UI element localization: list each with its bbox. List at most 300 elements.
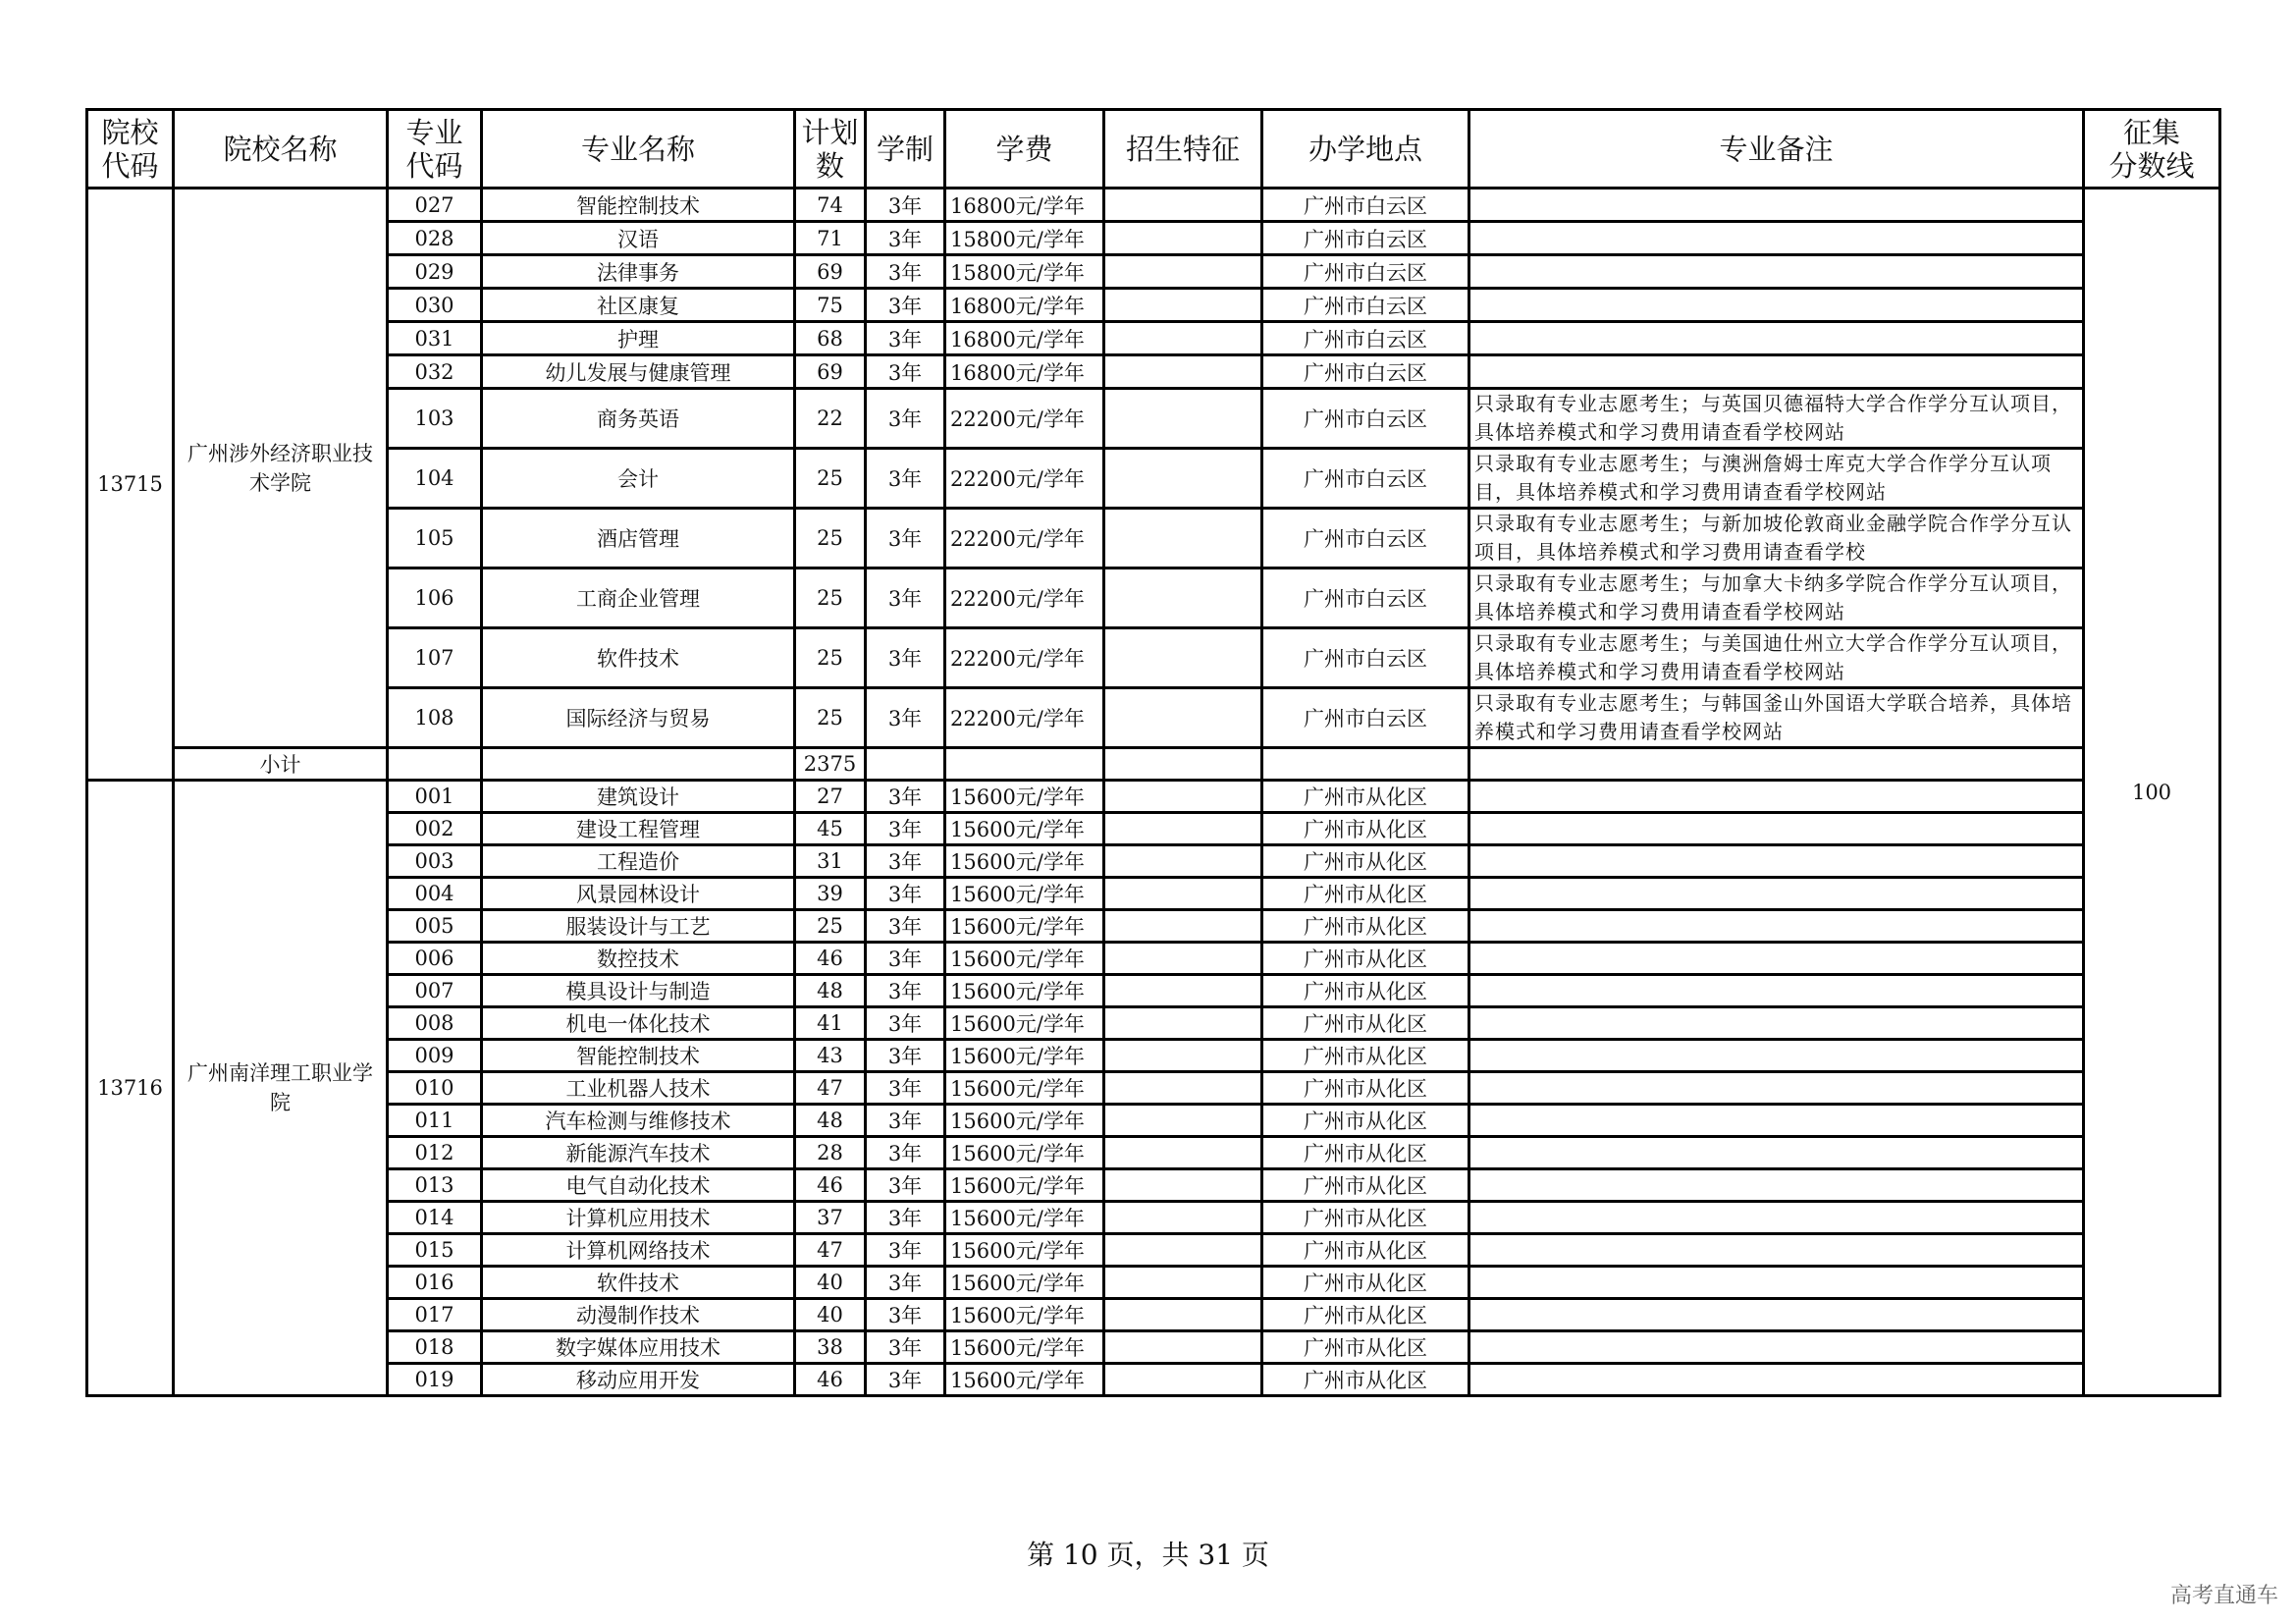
major-note-cell	[1469, 1202, 2084, 1234]
admission-feature-cell	[1104, 1234, 1262, 1267]
admission-feature-cell	[1104, 1137, 1262, 1169]
admission-feature-cell	[1104, 1202, 1262, 1234]
location-cell: 广州市白云区	[1262, 449, 1469, 509]
admission-feature-cell	[1104, 943, 1262, 975]
tuition-cell: 15600元/学年	[945, 1169, 1104, 1202]
location-cell: 广州市白云区	[1262, 355, 1469, 389]
duration-cell: 3年	[866, 910, 945, 943]
duration-cell: 3年	[866, 322, 945, 355]
table-row	[87, 1202, 2220, 1234]
major-note-cell	[1469, 1072, 2084, 1105]
table-row	[87, 449, 2220, 509]
tuition-cell: 15600元/学年	[945, 1072, 1104, 1105]
major-name-cell: 酒店管理	[482, 509, 795, 568]
major-name-cell: 建设工程管理	[482, 813, 795, 845]
table-row	[87, 1040, 2220, 1072]
table-row	[87, 688, 2220, 748]
plan-count-cell: 68	[795, 322, 866, 355]
header-admission-feature: 招生特征	[1104, 110, 1262, 189]
location-cell: 广州市白云区	[1262, 222, 1469, 255]
score-line-cell: 100	[2084, 189, 2220, 1396]
plan-count-cell: 25	[795, 449, 866, 509]
major-code-cell: 030	[388, 289, 482, 322]
major-name-cell: 数字媒体应用技术	[482, 1331, 795, 1364]
table-row	[87, 975, 2220, 1007]
admissions-table	[85, 108, 2221, 1397]
location-cell: 广州市从化区	[1262, 910, 1469, 943]
major-code-cell: 027	[388, 189, 482, 222]
admission-feature-cell	[1104, 1105, 1262, 1137]
location-cell: 广州市白云区	[1262, 389, 1469, 449]
major-note-cell	[1469, 781, 2084, 813]
admission-feature-cell	[1104, 975, 1262, 1007]
duration-cell: 3年	[866, 1072, 945, 1105]
tuition-cell: 22200元/学年	[945, 628, 1104, 688]
admission-feature-cell	[1104, 845, 1262, 878]
header-major-code: 专业 代码	[388, 110, 482, 189]
major-code-cell: 001	[388, 781, 482, 813]
major-code-cell: 106	[388, 568, 482, 628]
location-cell: 广州市白云区	[1262, 628, 1469, 688]
duration-cell: 3年	[866, 1364, 945, 1396]
header-tuition: 学费	[945, 110, 1104, 189]
major-note-cell	[1469, 943, 2084, 975]
admission-feature-cell	[1104, 568, 1262, 628]
major-code-cell: 104	[388, 449, 482, 509]
location-cell: 广州市白云区	[1262, 509, 1469, 568]
major-note-cell	[1469, 289, 2084, 322]
duration-cell: 3年	[866, 781, 945, 813]
location-cell: 广州市从化区	[1262, 1105, 1469, 1137]
plan-count-cell: 47	[795, 1234, 866, 1267]
tuition-cell: 15600元/学年	[945, 1137, 1104, 1169]
table-row	[87, 1137, 2220, 1169]
location-cell: 广州市白云区	[1262, 568, 1469, 628]
tuition-cell: 16800元/学年	[945, 322, 1104, 355]
plan-count-cell: 46	[795, 1364, 866, 1396]
plan-count-cell: 31	[795, 845, 866, 878]
location-cell: 广州市从化区	[1262, 781, 1469, 813]
duration-cell: 3年	[866, 688, 945, 748]
duration-cell: 3年	[866, 509, 945, 568]
major-name-cell: 软件技术	[482, 1267, 795, 1299]
major-name-cell: 社区康复	[482, 289, 795, 322]
major-note-cell	[1469, 813, 2084, 845]
major-note-cell	[1469, 1234, 2084, 1267]
duration-cell: 3年	[866, 1202, 945, 1234]
empty-cell	[1104, 748, 1262, 781]
major-code-cell: 014	[388, 1202, 482, 1234]
location-cell: 广州市从化区	[1262, 1267, 1469, 1299]
tuition-cell: 22200元/学年	[945, 389, 1104, 449]
admission-feature-cell	[1104, 910, 1262, 943]
major-name-cell: 机电一体化技术	[482, 1007, 795, 1040]
major-code-cell: 015	[388, 1234, 482, 1267]
tuition-cell: 15600元/学年	[945, 1234, 1104, 1267]
tuition-cell: 15600元/学年	[945, 1105, 1104, 1137]
major-code-cell: 016	[388, 1267, 482, 1299]
major-note-cell	[1469, 189, 2084, 222]
page-footer: 第 10 页，共 31 页	[1027, 1539, 1269, 1571]
school-code-cell: 13716	[87, 781, 174, 1396]
empty-cell	[482, 748, 795, 781]
empty-cell	[388, 748, 482, 781]
major-note-cell	[1469, 1267, 2084, 1299]
table-row	[87, 189, 2220, 222]
major-name-cell: 汽车检测与维修技术	[482, 1105, 795, 1137]
location-cell: 广州市白云区	[1262, 322, 1469, 355]
tuition-cell: 15600元/学年	[945, 1364, 1104, 1396]
major-code-cell: 010	[388, 1072, 482, 1105]
location-cell: 广州市白云区	[1262, 289, 1469, 322]
duration-cell: 3年	[866, 1169, 945, 1202]
duration-cell: 3年	[866, 1137, 945, 1169]
header-plan-count: 计划 数	[795, 110, 866, 189]
plan-count-cell: 46	[795, 1169, 866, 1202]
major-note-cell	[1469, 255, 2084, 289]
major-code-cell: 002	[388, 813, 482, 845]
table-row	[87, 355, 2220, 389]
plan-count-cell: 48	[795, 1105, 866, 1137]
tuition-cell: 22200元/学年	[945, 509, 1104, 568]
plan-count-cell: 25	[795, 910, 866, 943]
table-row	[87, 1331, 2220, 1364]
empty-cell	[1469, 748, 2084, 781]
table-header-row	[87, 110, 2220, 189]
location-cell: 广州市从化区	[1262, 1137, 1469, 1169]
major-name-cell: 智能控制技术	[482, 1040, 795, 1072]
plan-count-cell: 28	[795, 1137, 866, 1169]
table-row	[87, 1234, 2220, 1267]
admission-feature-cell	[1104, 1331, 1262, 1364]
major-name-cell: 护理	[482, 322, 795, 355]
header-major-note: 专业备注	[1469, 110, 2084, 189]
major-name-cell: 服装设计与工艺	[482, 910, 795, 943]
major-name-cell: 数控技术	[482, 943, 795, 975]
admission-feature-cell	[1104, 1007, 1262, 1040]
major-note-cell: 只录取有专业志愿考生；与新加坡伦敦商业金融学院合作学分互认项目，具体培养模式和学习费用请查看学校	[1469, 509, 2084, 568]
plan-count-cell: 25	[795, 568, 866, 628]
table-row	[87, 845, 2220, 878]
major-code-cell: 017	[388, 1299, 482, 1331]
major-name-cell: 法律事务	[482, 255, 795, 289]
admission-feature-cell	[1104, 1040, 1262, 1072]
major-code-cell: 013	[388, 1169, 482, 1202]
plan-count-cell: 25	[795, 688, 866, 748]
major-note-cell	[1469, 355, 2084, 389]
plan-count-cell: 22	[795, 389, 866, 449]
duration-cell: 3年	[866, 845, 945, 878]
admission-feature-cell	[1104, 222, 1262, 255]
table-row	[87, 389, 2220, 449]
major-code-cell: 028	[388, 222, 482, 255]
plan-count-cell: 74	[795, 189, 866, 222]
major-note-cell	[1469, 878, 2084, 910]
major-note-cell: 只录取有专业志愿考生；与澳洲詹姆士库克大学合作学分互认项目，具体培养模式和学习费用请查看学校网站	[1469, 449, 2084, 509]
major-name-cell: 动漫制作技术	[482, 1299, 795, 1331]
major-note-cell	[1469, 222, 2084, 255]
table-row	[87, 1299, 2220, 1331]
plan-count-cell: 37	[795, 1202, 866, 1234]
major-name-cell: 工程造价	[482, 845, 795, 878]
admission-feature-cell	[1104, 189, 1262, 222]
major-code-cell: 012	[388, 1137, 482, 1169]
location-cell: 广州市从化区	[1262, 1072, 1469, 1105]
major-name-cell: 软件技术	[482, 628, 795, 688]
location-cell: 广州市从化区	[1262, 1007, 1469, 1040]
plan-count-cell: 25	[795, 628, 866, 688]
duration-cell: 3年	[866, 355, 945, 389]
duration-cell: 3年	[866, 1105, 945, 1137]
tuition-cell: 16800元/学年	[945, 189, 1104, 222]
table-row	[87, 322, 2220, 355]
admission-feature-cell	[1104, 878, 1262, 910]
major-name-cell: 计算机网络技术	[482, 1234, 795, 1267]
table-row	[87, 568, 2220, 628]
admission-feature-cell	[1104, 1072, 1262, 1105]
plan-count-cell: 40	[795, 1267, 866, 1299]
plan-count-cell: 39	[795, 878, 866, 910]
plan-count-cell: 43	[795, 1040, 866, 1072]
major-note-cell: 只录取有专业志愿考生；与美国迪仕州立大学合作学分互认项目，具体培养模式和学习费用请查看学校网站	[1469, 628, 2084, 688]
major-name-cell: 计算机应用技术	[482, 1202, 795, 1234]
plan-count-cell: 75	[795, 289, 866, 322]
tuition-cell: 15600元/学年	[945, 1267, 1104, 1299]
major-name-cell: 电气自动化技术	[482, 1169, 795, 1202]
location-cell: 广州市白云区	[1262, 255, 1469, 289]
admission-feature-cell	[1104, 389, 1262, 449]
admission-feature-cell	[1104, 289, 1262, 322]
major-code-cell: 018	[388, 1331, 482, 1364]
tuition-cell: 15600元/学年	[945, 1331, 1104, 1364]
location-cell: 广州市从化区	[1262, 943, 1469, 975]
major-note-cell	[1469, 975, 2084, 1007]
major-name-cell: 移动应用开发	[482, 1364, 795, 1396]
major-code-cell: 108	[388, 688, 482, 748]
admission-feature-cell	[1104, 322, 1262, 355]
duration-cell: 3年	[866, 628, 945, 688]
admission-feature-cell	[1104, 355, 1262, 389]
table-row	[87, 878, 2220, 910]
major-name-cell: 国际经济与贸易	[482, 688, 795, 748]
major-note-cell	[1469, 1331, 2084, 1364]
major-name-cell: 工商企业管理	[482, 568, 795, 628]
major-code-cell: 032	[388, 355, 482, 389]
major-code-cell: 029	[388, 255, 482, 289]
tuition-cell: 15600元/学年	[945, 845, 1104, 878]
major-code-cell: 003	[388, 845, 482, 878]
major-code-cell: 011	[388, 1105, 482, 1137]
major-code-cell: 005	[388, 910, 482, 943]
table-row	[87, 813, 2220, 845]
duration-cell: 3年	[866, 1331, 945, 1364]
location-cell: 广州市从化区	[1262, 1299, 1469, 1331]
tuition-cell: 15600元/学年	[945, 1040, 1104, 1072]
table-row	[87, 943, 2220, 975]
watermark: 高考直通车	[2169, 1584, 2278, 1608]
admission-feature-cell	[1104, 688, 1262, 748]
table-row	[87, 289, 2220, 322]
admission-feature-cell	[1104, 1364, 1262, 1396]
duration-cell: 3年	[866, 1234, 945, 1267]
tuition-cell: 16800元/学年	[945, 289, 1104, 322]
duration-cell: 3年	[866, 389, 945, 449]
major-note-cell: 只录取有专业志愿考生；与加拿大卡纳多学院合作学分互认项目，具体培养模式和学习费用请查看学校网站	[1469, 568, 2084, 628]
tuition-cell: 15800元/学年	[945, 222, 1104, 255]
plan-count-cell: 40	[795, 1299, 866, 1331]
table-row	[87, 1105, 2220, 1137]
major-code-cell: 007	[388, 975, 482, 1007]
school-name-cell: 广州南洋理工职业学院	[174, 781, 388, 1396]
location-cell: 广州市从化区	[1262, 1234, 1469, 1267]
major-name-cell: 建筑设计	[482, 781, 795, 813]
duration-cell: 3年	[866, 813, 945, 845]
tuition-cell: 15800元/学年	[945, 255, 1104, 289]
school-code-cell: 13715	[87, 189, 174, 781]
plan-count-cell: 69	[795, 255, 866, 289]
table-row	[87, 781, 2220, 813]
duration-cell: 3年	[866, 568, 945, 628]
major-code-cell: 105	[388, 509, 482, 568]
major-note-cell	[1469, 845, 2084, 878]
school-name-cell: 广州涉外经济职业技术学院	[174, 189, 388, 748]
duration-cell: 3年	[866, 1007, 945, 1040]
admission-feature-cell	[1104, 781, 1262, 813]
major-name-cell: 模具设计与制造	[482, 975, 795, 1007]
duration-cell: 3年	[866, 255, 945, 289]
plan-count-cell: 69	[795, 355, 866, 389]
table-row	[87, 1364, 2220, 1396]
tuition-cell: 16800元/学年	[945, 355, 1104, 389]
tuition-cell: 15600元/学年	[945, 1202, 1104, 1234]
table-row	[87, 1267, 2220, 1299]
header-school-name: 院校名称	[174, 110, 388, 189]
major-code-cell: 009	[388, 1040, 482, 1072]
admission-feature-cell	[1104, 1169, 1262, 1202]
major-note-cell	[1469, 1364, 2084, 1396]
duration-cell: 3年	[866, 943, 945, 975]
duration-cell: 3年	[866, 1040, 945, 1072]
tuition-cell: 15600元/学年	[945, 813, 1104, 845]
header-location: 办学地点	[1262, 110, 1469, 189]
location-cell: 广州市从化区	[1262, 845, 1469, 878]
plan-count-cell: 45	[795, 813, 866, 845]
duration-cell: 3年	[866, 1267, 945, 1299]
major-code-cell: 103	[388, 389, 482, 449]
admission-feature-cell	[1104, 628, 1262, 688]
table-row	[87, 1072, 2220, 1105]
plan-count-cell: 48	[795, 975, 866, 1007]
location-cell: 广州市从化区	[1262, 1169, 1469, 1202]
subtotal-label: 小计	[174, 748, 388, 781]
duration-cell: 3年	[866, 189, 945, 222]
major-note-cell: 只录取有专业志愿考生；与韩国釜山外国语大学联合培养，具体培养模式和学习费用请查看学校网站	[1469, 688, 2084, 748]
duration-cell: 3年	[866, 878, 945, 910]
admission-feature-cell	[1104, 1299, 1262, 1331]
major-note-cell	[1469, 1105, 2084, 1137]
table-row	[87, 1169, 2220, 1202]
admission-feature-cell	[1104, 449, 1262, 509]
plan-count-cell: 46	[795, 943, 866, 975]
major-note-cell	[1469, 1137, 2084, 1169]
major-code-cell: 004	[388, 878, 482, 910]
major-name-cell: 幼儿发展与健康管理	[482, 355, 795, 389]
tuition-cell: 15600元/学年	[945, 1007, 1104, 1040]
table-row	[87, 910, 2220, 943]
major-note-cell	[1469, 1169, 2084, 1202]
major-note-cell	[1469, 1299, 2084, 1331]
location-cell: 广州市白云区	[1262, 189, 1469, 222]
major-name-cell: 商务英语	[482, 389, 795, 449]
major-name-cell: 会计	[482, 449, 795, 509]
admission-feature-cell	[1104, 255, 1262, 289]
table-row	[87, 255, 2220, 289]
tuition-cell: 15600元/学年	[945, 878, 1104, 910]
major-note-cell	[1469, 322, 2084, 355]
tuition-cell: 22200元/学年	[945, 449, 1104, 509]
major-note-cell	[1469, 1007, 2084, 1040]
tuition-cell: 15600元/学年	[945, 943, 1104, 975]
major-code-cell: 019	[388, 1364, 482, 1396]
location-cell: 广州市从化区	[1262, 1202, 1469, 1234]
major-note-cell	[1469, 910, 2084, 943]
empty-cell	[866, 748, 945, 781]
location-cell: 广州市从化区	[1262, 1040, 1469, 1072]
location-cell: 广州市从化区	[1262, 878, 1469, 910]
major-code-cell: 031	[388, 322, 482, 355]
location-cell: 广州市从化区	[1262, 813, 1469, 845]
plan-count-cell: 38	[795, 1331, 866, 1364]
location-cell: 广州市从化区	[1262, 975, 1469, 1007]
duration-cell: 3年	[866, 222, 945, 255]
header-score-line: 征集 分数线	[2084, 110, 2220, 189]
duration-cell: 3年	[866, 289, 945, 322]
major-note-cell	[1469, 1040, 2084, 1072]
major-name-cell: 汉语	[482, 222, 795, 255]
tuition-cell: 22200元/学年	[945, 688, 1104, 748]
major-code-cell: 107	[388, 628, 482, 688]
empty-cell	[1262, 748, 1469, 781]
plan-count-cell: 25	[795, 509, 866, 568]
header-duration: 学制	[866, 110, 945, 189]
admission-feature-cell	[1104, 509, 1262, 568]
tuition-cell: 15600元/学年	[945, 975, 1104, 1007]
table-row	[87, 1007, 2220, 1040]
table-row	[87, 628, 2220, 688]
major-name-cell: 智能控制技术	[482, 189, 795, 222]
tuition-cell: 15600元/学年	[945, 1299, 1104, 1331]
duration-cell: 3年	[866, 449, 945, 509]
location-cell: 广州市从化区	[1262, 1331, 1469, 1364]
major-note-cell: 只录取有专业志愿考生；与英国贝德福特大学合作学分互认项目，具体培养模式和学习费用请查看学校网站	[1469, 389, 2084, 449]
empty-cell	[945, 748, 1104, 781]
location-cell: 广州市从化区	[1262, 1364, 1469, 1396]
duration-cell: 3年	[866, 1299, 945, 1331]
location-cell: 广州市白云区	[1262, 688, 1469, 748]
subtotal-value: 2375	[795, 748, 866, 781]
header-major-name: 专业名称	[482, 110, 795, 189]
major-name-cell: 新能源汽车技术	[482, 1137, 795, 1169]
tuition-cell: 15600元/学年	[945, 910, 1104, 943]
duration-cell: 3年	[866, 975, 945, 1007]
admission-feature-cell	[1104, 1267, 1262, 1299]
header-school-code: 院校 代码	[87, 110, 174, 189]
plan-count-cell: 27	[795, 781, 866, 813]
plan-count-cell: 71	[795, 222, 866, 255]
plan-count-cell: 47	[795, 1072, 866, 1105]
tuition-cell: 15600元/学年	[945, 781, 1104, 813]
major-code-cell: 008	[388, 1007, 482, 1040]
